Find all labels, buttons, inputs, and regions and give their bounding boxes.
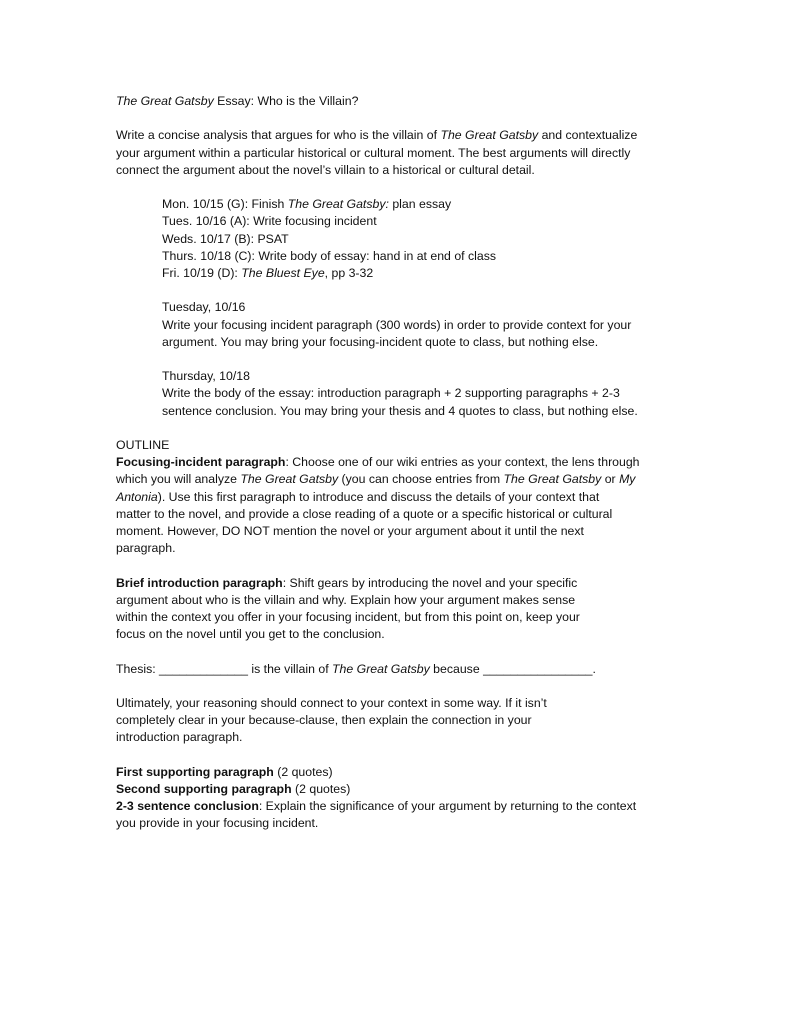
schedule-item: Weds. 10/17 (B): PSAT — [162, 231, 289, 246]
intro-paragraph: Write a concise analysis that argues for who is the villain of The Great Gatsby and contextualize your argument within a particular historical or cultural moment. The best arguments will directly connect the argument about the novel’s villain to a historical or cultural detail. — [116, 128, 638, 177]
ultimately-paragraph: Ultimately, your reasoning should connect to your context in some way. If it isn’t completely clear in your because-clause, then explain the connection in your introduction paragraph. — [116, 695, 547, 745]
document-page — [116, 93, 686, 833]
thursday-section: Thursday, 10/18 Write the body of the essay: introduction paragraph + 2 supporting paragraphs + 2-3 sentence conclusion. You may bring your thesis and 4 quotes to class, but nothing else. — [116, 368, 686, 420]
document-title: The Great Gatsby Essay: Who is the Villain? — [116, 94, 359, 108]
supporting-paragraphs: First supporting paragraph (2 quotes) Second supporting paragraph (2 quotes) 2-3 sentence conclusion: Explain the significance of your argument by returning to the context you provide in your focusing incident. — [116, 764, 686, 833]
second-supporting-paragraph: Second supporting paragraph (2 quotes) — [116, 781, 351, 796]
schedule-list — [116, 196, 686, 282]
schedule-item: Fri. 10/19 (D): The Bluest Eye, pp 3-32 — [162, 266, 374, 280]
first-supporting-paragraph: First supporting paragraph (2 quotes) — [116, 764, 333, 779]
brief-introduction-paragraph: Brief introduction paragraph: Shift gears by introducing the novel and your specific argument about who is the villain and why. Explain how your argument makes sense within the context you offer in your focusing incident, but from this point on, keep your focus on the novel until you get to the conclusion. — [116, 575, 580, 642]
schedule-item: Mon. 10/15 (G): Finish The Great Gatsby: plan essay — [162, 197, 452, 212]
tuesday-heading: Tuesday, 10/16 — [162, 300, 246, 315]
focusing-incident-paragraph: Focusing-incident paragraph: Choose one of our wiki entries as your context, the lens through which you will analyze The Great Gatsby (you can choose entries from The Great Gatsby or My Antonia). Use this first paragraph to introduce and discuss the details of your context that matter to the novel, and provide a close reading of a quote or a specific historical or cultural moment. However, DO NOT mention the novel or your argument about it until the next paragraph. — [116, 455, 640, 556]
thesis-template: Thesis: _____________ is the villain of The Great Gatsby because ________________. — [116, 661, 596, 676]
schedule-item: Tues. 10/16 (A): Write focusing incident — [162, 214, 377, 229]
outline-heading: OUTLINE — [116, 437, 170, 452]
schedule-item: Thurs. 10/18 (C): Write body of essay: hand in at end of class — [162, 248, 497, 263]
tuesday-section: Tuesday, 10/16 Write your focusing incident paragraph (300 words) in order to provide context for your argument. You may bring your focusing-incident quote to class, but nothing else. — [116, 299, 686, 351]
thursday-heading: Thursday, 10/18 — [162, 369, 250, 384]
conclusion-instruction: 2-3 sentence conclusion: Explain the significance of your argument by returning to the context — [116, 799, 637, 814]
